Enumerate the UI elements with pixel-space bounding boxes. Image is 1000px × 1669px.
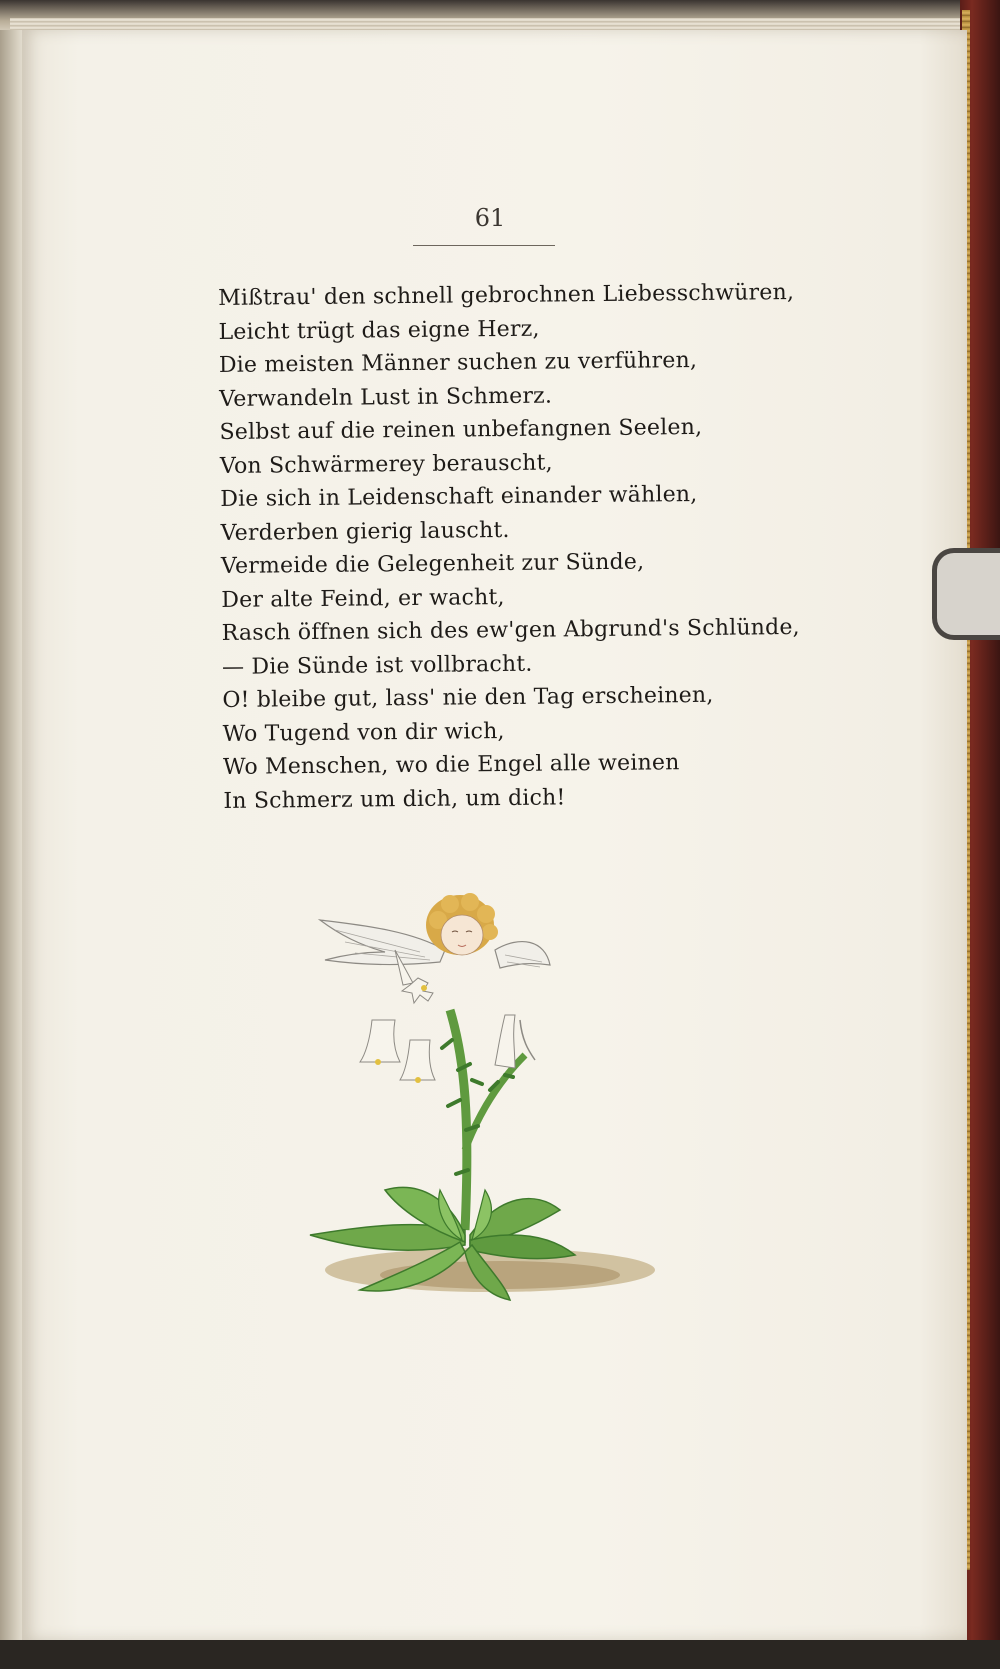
header-rule	[413, 245, 555, 246]
poem-line: O! bleibe gut, lass' nie den Tag erscheinen,	[222, 682, 714, 713]
poem-line: Die sich in Leidenschaft einander wählen,	[220, 481, 698, 512]
poem-line: Von Schwärmerey berauscht,	[219, 450, 553, 479]
poem-line: Der alte Feind, er wacht,	[221, 584, 505, 613]
book-page	[22, 30, 967, 1640]
poem-line: Selbst auf die reinen unbefangnen Seelen,	[219, 414, 703, 445]
poem-text	[218, 275, 864, 818]
poem-line: Verderben gierig lauscht.	[220, 517, 510, 546]
poem-line: Verwandeln Lust in Schmerz.	[219, 383, 553, 412]
cherub-icon	[320, 893, 550, 968]
poem-line: Rasch öffnen sich des ew'gen Abgrund's Schlünde,	[221, 614, 800, 646]
illustration	[300, 890, 680, 1390]
poem-line: Wo Menschen, wo die Engel alle weinen	[222, 750, 680, 780]
poem-line: Leicht trügt das eigne Herz,	[218, 316, 540, 345]
page-clip	[932, 548, 1000, 640]
poem-line: Die meisten Männer suchen zu verführen,	[218, 347, 698, 378]
poem-line: Vermeide die Gelegenheit zur Sünde,	[220, 549, 645, 579]
poem-line: In Schmerz um dich, um dich!	[223, 784, 566, 814]
poem-line: Wo Tugend von dir wich,	[222, 718, 505, 747]
poem-line: Mißtrau' den schnell gebrochnen Liebesschwüren,	[218, 279, 795, 311]
page-number: 61	[474, 204, 506, 232]
poem-line: — Die Sünde ist vollbracht.	[221, 651, 533, 680]
lily-plant-icon	[310, 950, 655, 1300]
background-bottom	[0, 1640, 1000, 1669]
